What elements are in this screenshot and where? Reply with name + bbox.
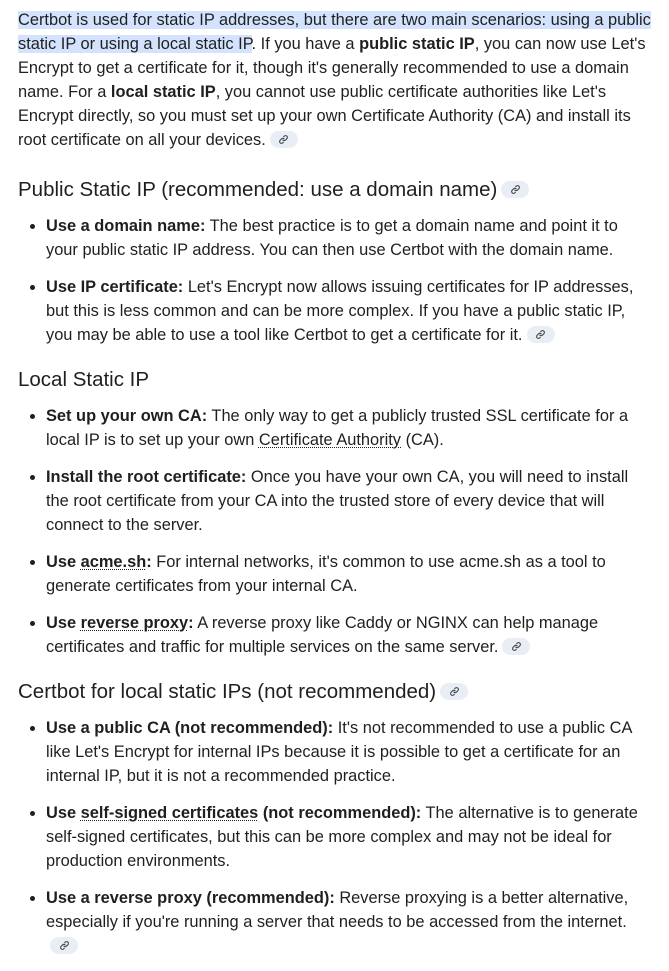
source-link-chip[interactable] (270, 131, 298, 148)
section-certbot-local (18, 678, 651, 958)
section-heading: Local Static IP (18, 368, 150, 391)
highlighted-text: Certbot is used for static IP addresses, but there are two main scenarios: using a public static IP or using a local static IP (18, 11, 651, 53)
list-item: • Use self-signed certificates (not recommended): The alternative is to generate self-signed certificates, but this can be more complex and may not be ideal for production environments. (46, 801, 651, 873)
bullet-list (18, 716, 651, 958)
list-item: • Use IP certificate: Let's Encrypt now allows issuing certificates for IP addresses, but this is less common and can be more complex. If you have a public static IP, you may be able to use a tool like Certbot to get a certificate for it. (46, 275, 651, 347)
list-item: • Use a public CA (not recommended): It's not recommended to use a public CA like Let's Encrypt for internal IPs because it is possible to get a certificate for an internal IP, but it is not a recommended practice. (46, 716, 651, 788)
link-icon (510, 184, 521, 195)
intro-text: . If you have a (251, 35, 360, 53)
intro-text: , you can now use Let's Encrypt to get a certificate for it, though it's generally recommended to use a domain name. For a (18, 35, 646, 101)
list-item: • Use a domain name: The best practice is to get a domain name and point it to your public static IP address. You can then use Certbot with the domain name. (46, 214, 651, 262)
link-icon (278, 134, 289, 145)
intro-paragraph (18, 8, 651, 152)
list-item: • Set up your own CA: The only way to get a publicly trusted SSL certificate for a local IP is to set up your own Certificate Authority (CA). (46, 404, 651, 452)
list-item: • Use a reverse proxy (recommended): Reverse proxying is a better alternative, especially if you're running a server that needs to be accessed from the internet. (46, 886, 651, 958)
bullet-list (18, 214, 651, 347)
certificate-authority-link[interactable]: Certificate Authority (258, 431, 402, 449)
intro-bold-local: local static IP (110, 83, 216, 101)
list-item: • Use reverse proxy: A reverse proxy like Caddy or NGINX can help manage certificates and traffic for multiple services on the same server. (46, 611, 651, 659)
section-public-static-ip (18, 176, 651, 347)
link-icon (59, 940, 70, 951)
source-link-chip[interactable] (527, 326, 555, 343)
section-heading: Public Static IP (recommended: use a domain name) (18, 176, 651, 204)
list-item: • Use acme.sh: For internal networks, it's common to use acme.sh as a tool to generate certificates from your internal CA. (46, 550, 651, 598)
intro-text: , you cannot use public certificate authorities like Let's Encrypt directly, so you must set up your own Certificate Authority (CA) and install its root certificate on all your devices. (18, 83, 631, 149)
intro-bold-public: public static IP (359, 35, 475, 53)
section-local-static-ip (18, 366, 651, 659)
bullet-list (18, 404, 651, 659)
source-link-chip[interactable] (501, 181, 529, 198)
source-link-chip[interactable] (502, 638, 530, 655)
link-icon (535, 329, 546, 340)
source-link-chip[interactable] (440, 683, 468, 700)
link-icon (511, 641, 522, 652)
link-icon (449, 686, 460, 697)
source-link-chip[interactable] (50, 937, 78, 954)
acme-sh-link[interactable]: acme.sh (80, 553, 147, 571)
section-heading: Certbot for local static IPs (not recommended) (18, 678, 651, 706)
self-signed-certificates-link[interactable]: self-signed certificates (80, 804, 259, 822)
reverse-proxy-link[interactable]: reverse proxy (80, 614, 189, 632)
list-item: • Install the root certificate: Once you have your own CA, you will need to install the root certificate from your CA into the trusted store of every device that will connect to the server. (46, 465, 651, 537)
